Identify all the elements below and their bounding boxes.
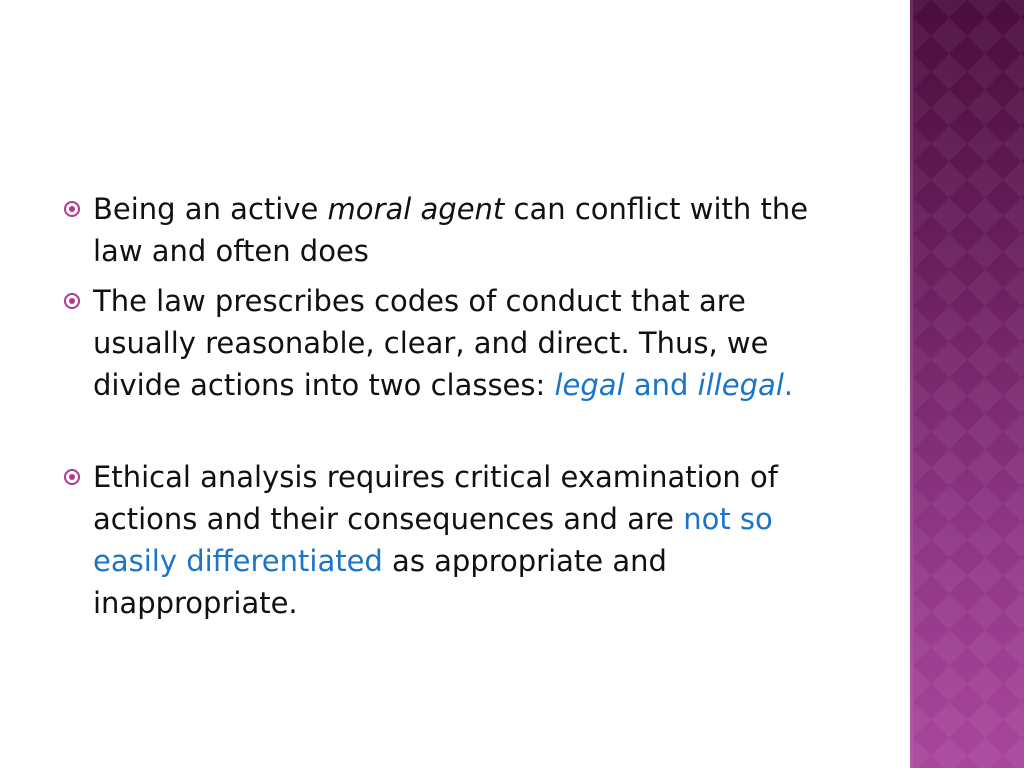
bullet-2-text-a: The law prescribes codes of conduct that are usually reasonable, clear, and direct. Thus, we divide actions into two classes: [93,284,769,402]
bullet-3-text-a: Ethical analysis requires critical examination of actions and their consequences and are [93,460,778,536]
bullet-item-2 [62,280,852,406]
bullet-2-term-illegal: illegal [697,368,784,402]
decorative-side-band [913,0,1024,768]
bullet-1-emphasis: moral agent [327,192,505,226]
circled-dot-icon [64,293,80,309]
bullet-item-3 [62,456,852,624]
bullet-2-connector: and [624,368,698,402]
bullet-1-text-a: Being an active [93,192,328,226]
bullet-2-term-legal: legal [554,368,625,402]
bullet-item-1 [62,188,852,272]
bullet-3-highlight: not so easily differentiated [93,502,773,578]
bullet-2-period: . [783,368,794,402]
circled-dot-icon [64,469,80,485]
bullet-3-text-b: as appropriate and inappropriate. [93,544,667,620]
bullet-list [62,188,852,624]
bullet-1-text-b: can conflict with the law and often does [93,192,809,268]
circled-dot-icon [64,201,80,217]
